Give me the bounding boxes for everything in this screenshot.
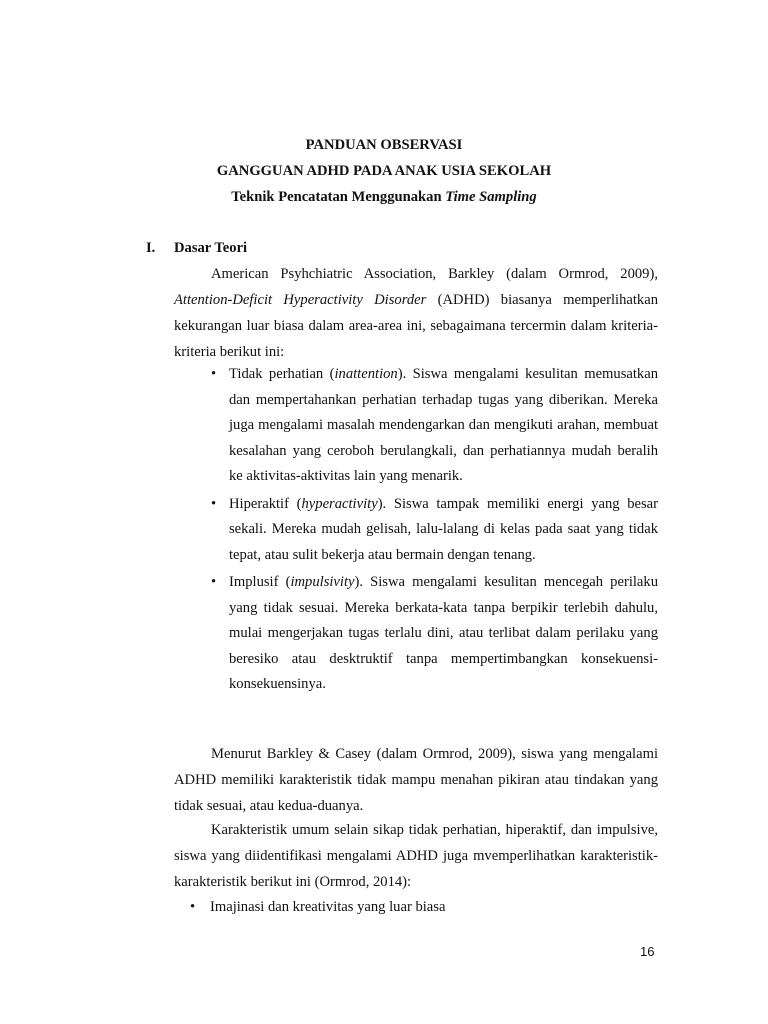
- bullet-icon: •: [211, 574, 217, 590]
- item-post: ). Siswa tampak memiliki energi yang besar sekali. Mereka mudah gelisah, lalu-lalang di kelas pada saat yang tidak tepat, atau sulit bekerja atau bermain dengan tenang.: [229, 495, 659, 563]
- paragraph-intro: [174, 261, 658, 365]
- section-title: Dasar Teori: [174, 240, 248, 256]
- item-pre: Tidak perhatian (: [229, 366, 335, 382]
- item-italic: hyperactivity: [301, 495, 378, 512]
- bullet-icon: •: [211, 366, 217, 382]
- list-item: [211, 570, 658, 698]
- criteria-list: [211, 362, 658, 698]
- item-post: ). Siswa mengalami kesulitan memusatkan dan mempertahankan perhatian terhadap tugas yang diberikan. Mereka juga mengalami masalah mendengarkan dan mengikuti arahan, membuat kesalahan yang ceroboh berulangkali, dan perhatiannya mudah beralih ke aktivitas-aktivitas lain yang menarik.: [229, 366, 658, 484]
- page-number: 16: [640, 944, 655, 959]
- technique-prefix: Teknik Pencatatan Menggunakan: [231, 189, 446, 205]
- paragraph-characteristics: Karakteristik umum selain sikap tidak perhatian, hiperaktif, dan impulsive, siswa yang diidentifikasi mengalami ADHD juga mvemperlihatkan karakteristik-karakteristik berikut ini (Ormrod, 2014):: [174, 822, 658, 890]
- list-item: [211, 362, 658, 490]
- doc-technique-line: [0, 184, 768, 210]
- list-item: [211, 492, 658, 569]
- doc-title: PANDUAN OBSERVASI: [305, 137, 463, 153]
- section-number: I.: [146, 240, 156, 256]
- para1-part2: (ADHD) biasanya memperlihatkan kekurangan luar biasa dalam area-area ini, sebagaimana tercermin dalam kriteria-kriteria berikut ini:: [174, 292, 659, 360]
- bullet-icon: •: [190, 899, 196, 915]
- bullet-icon: •: [211, 495, 217, 512]
- para1-italic: Attention-Deficit Hyperactivity Disorder: [174, 292, 427, 308]
- item-pre: Implusif (: [229, 574, 291, 590]
- section-heading: [146, 235, 247, 261]
- para1-part1: American Psyhchiatric Association, Barkley (dalam Ormrod, 2009),: [211, 266, 658, 282]
- item-italic: inattention: [334, 366, 398, 382]
- item-text: Imajinasi dan kreativitas yang luar biasa: [210, 899, 446, 915]
- technique-italic: Time Sampling: [445, 189, 537, 205]
- item-post: ). Siswa mengalami kesulitan mencegah perilaku yang tidak sesuai. Mereka berkata-kata tanpa berpikir terlebih dahulu, mulai mengerjakan tugas terlalu dini, atau terlibat dalam perilaku yang beresiko atau desktruktif tanpa mempertimbangkan konsekuensi-konsekuensinya.: [229, 574, 658, 692]
- doc-subtitle: GANGGUAN ADHD PADA ANAK USIA SEKOLAH: [216, 163, 552, 179]
- item-pre: Hiperaktif (: [229, 495, 302, 512]
- item-italic: impulsivity: [290, 574, 355, 590]
- paragraph-barkley: Menurut Barkley & Casey (dalam Ormrod, 2009), siswa yang mengalami ADHD memiliki karakteristik tidak mampu menahan pikiran atau tindakan yang tidak sesuai, atau kedua-duanya.: [174, 746, 658, 814]
- list-item: [190, 894, 445, 920]
